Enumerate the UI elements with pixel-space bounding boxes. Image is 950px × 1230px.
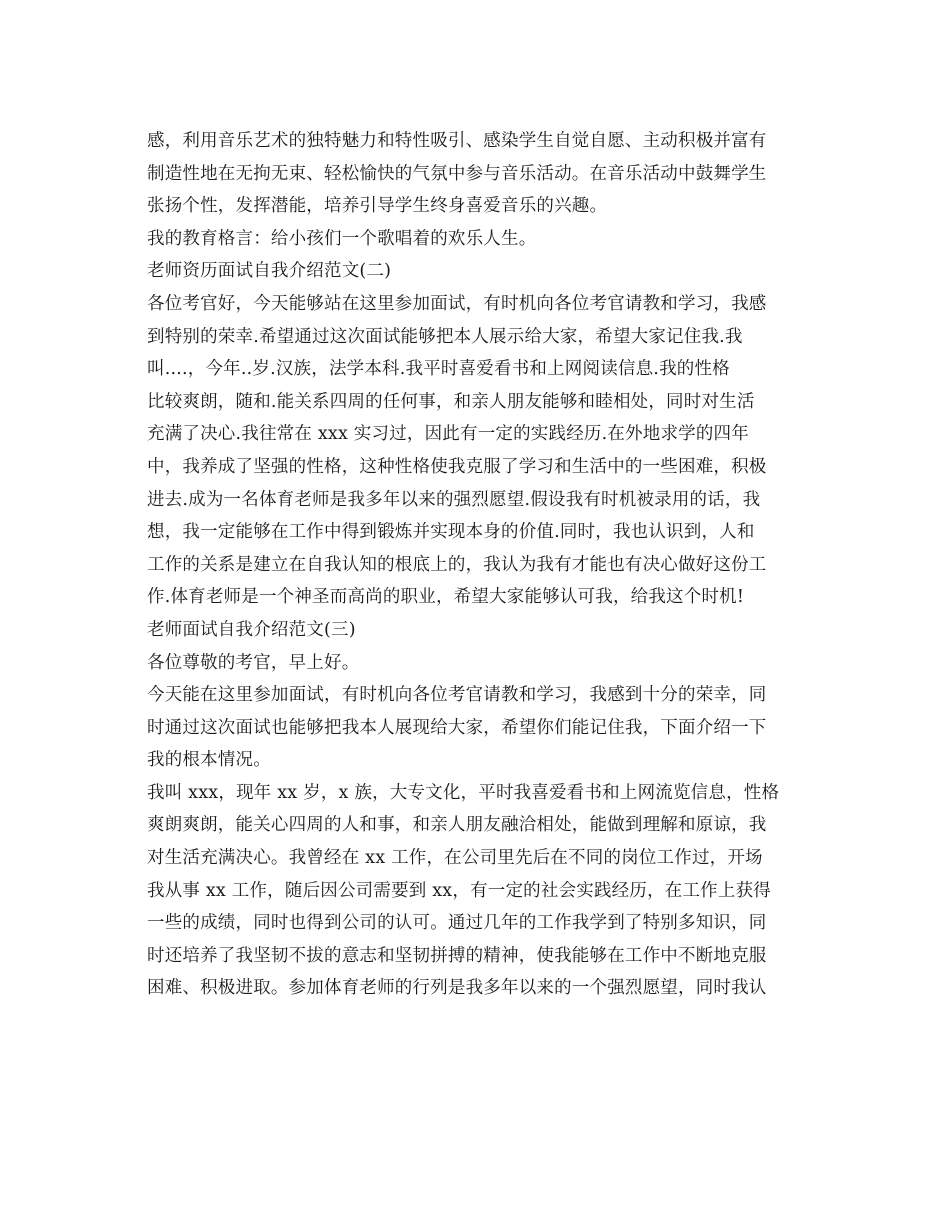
text-line: 想，我一定能够在工作中得到锻炼并实现本身的价值.同时，我也认识到，人和	[147, 522, 755, 543]
section-heading: 老师面试自我介绍范文(三)	[147, 619, 356, 640]
text-line: 张扬个性，发挥潜能，培养引导学生终身喜爱音乐的兴趣。	[147, 196, 608, 217]
text-line: 叫....，今年..岁.汉族，法学本科.我平时喜爱看书和上网阅读信息.我的性格	[147, 359, 730, 380]
text-line: 各位考官好，今天能够站在这里参加面试，有时机向各位考官请教和学习，我感	[147, 293, 767, 314]
text-line: 作.体育老师是一个神圣而高尚的职业，希望大家能够认可我，给我这个时机!	[147, 587, 745, 608]
document-body	[147, 125, 807, 1005]
text-line: 我从事 xx 工作，随后因公司需要到 xx，有一定的社会实践经历，在工作上获得	[147, 880, 771, 901]
text-line: 困难、积极进取。参加体育老师的行列是我多年以来的一个强烈愿望，同时我认	[147, 978, 767, 999]
text-line: 比较爽朗，随和.能关系四周的任何事，和亲人朋友能够和睦相处，同时对生活	[147, 391, 755, 412]
motto-line: 我的教育格言：给小孩们一个歌唱着的欢乐人生。	[147, 228, 537, 249]
text-line: 制造性地在无拘无束、轻松愉快的气氛中参与音乐活动。在音乐活动中鼓舞学生	[147, 163, 767, 184]
section-heading: 老师资历面试自我介绍范文(二)	[147, 261, 392, 282]
text-line: 到特别的荣幸.希望通过这次面试能够把本人展示给大家，希望大家记住我.我	[147, 326, 743, 347]
greeting-line: 各位尊敬的考官，早上好。	[147, 652, 360, 673]
text-line: 时还培养了我坚韧不拔的意志和坚韧拼搏的精神，使我能够在工作中不断地克服	[147, 945, 767, 966]
text-line: 工作的关系是建立在自我认知的根底上的，我认为我有才能也有决心做好这份工	[147, 554, 767, 575]
text-line: 中，我养成了坚强的性格，这种性格使我克服了学习和生活中的一些困难，积极	[147, 456, 767, 477]
text-line: 感，利用音乐艺术的独特魅力和特性吸引、感染学生自觉自愿、主动积极并富有	[147, 131, 767, 151]
text-line: 一些的成绩，同时也得到公司的认可。通过几年的工作我学到了特别多知识，同	[147, 913, 767, 934]
text-line: 充满了决心.我往常在 xxx 实习过，因此有一定的实践经历.在外地求学的四年	[147, 424, 749, 445]
text-line: 今天能在这里参加面试，有时机向各位考官请教和学习，我感到十分的荣幸，同	[147, 685, 767, 706]
text-line: 爽朗爽朗，能关心四周的人和事，和亲人朋友融洽相处，能做到理解和原谅，我	[147, 815, 767, 836]
text-line: 时通过这次面试也能够把我本人展现给大家，希望你们能记住我，下面介绍一下	[147, 717, 767, 738]
text-line: 进去.成为一名体育老师是我多年以来的强烈愿望.假设我有时机被录用的话，我	[147, 489, 761, 510]
text-line: 我的根本情况。	[147, 750, 271, 771]
text-line: 对生活充满决心。我曾经在 xx 工作，在公司里先后在不同的岗位工作过，开场	[147, 848, 763, 869]
text-line: 我叫 xxx，现年 xx 岁，x 族，大专文化，平时我喜爱看书和上网流览信息，性格	[147, 782, 780, 803]
